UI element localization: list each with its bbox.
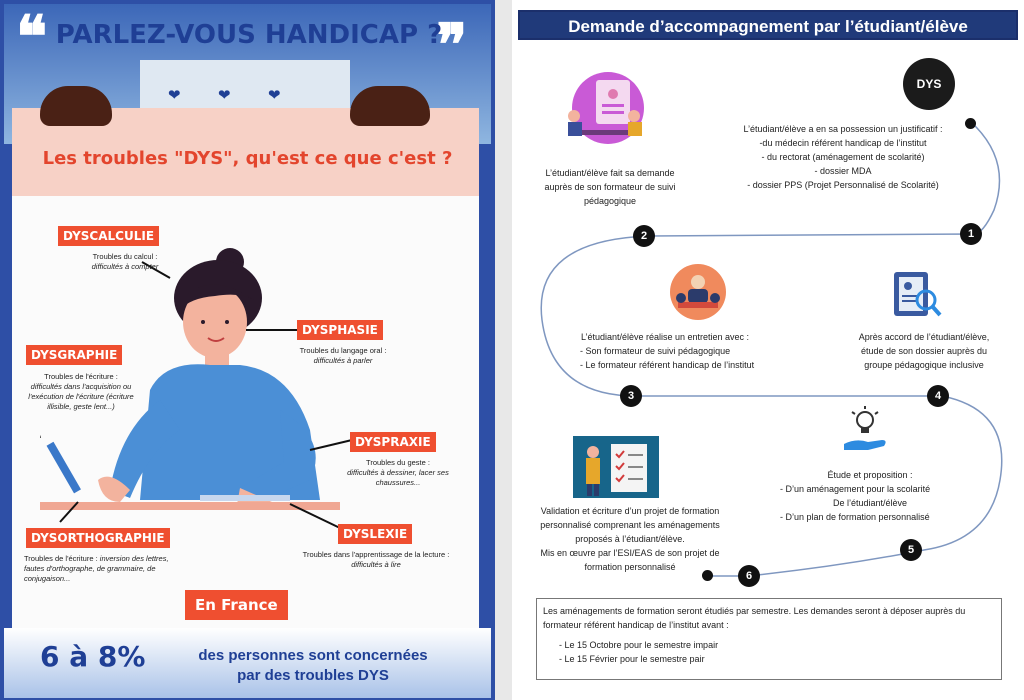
stat-description: des personnes sont concernées par des troubles DYS	[198, 647, 428, 684]
dyscalculie-desc: Troubles du calcul : difficultés à compter	[91, 252, 159, 271]
hand-left-icon	[40, 86, 112, 126]
dysorthographie-label: DYSORTHOGRAPHIE	[26, 528, 170, 548]
dysphasie-desc: Troubles du langage oral : difficultés à parler	[299, 346, 387, 365]
heart-icon: ❤	[218, 87, 231, 104]
heart-icon: ❤	[168, 87, 181, 104]
document-title: Demande d’accompagnement par l’étudiant/élève	[518, 10, 1018, 40]
step-6-text: Validation et écriture d’un projet de formation personnalisé comprenant les aménagements proposés à l’étudiant/élève. Mis en œuvre par l’ESI/EAS de son projet de formation personnalisé	[540, 506, 720, 572]
step-4-text: Après accord de l’étudiant/élève, étude de son dossier auprès du groupe pédagogique inclusive	[858, 332, 990, 370]
step-1-text: L’étudiant/élève a en sa possession un justificatif : -du médecin référent handicap de l’institut - du rectorat (aménagement de scolarité) - dossier MDA - dossier PPS (Projet Personnalisé de Scolarité)	[743, 124, 943, 190]
step-3-marker: 3	[620, 385, 642, 407]
dyscalculie-label: DYSCALCULIE	[58, 226, 159, 246]
dyslexie-desc: Troubles dans l'apprentissage de la lecture : difficultés à lire	[302, 550, 450, 569]
dys-logo-icon: DYS	[903, 58, 955, 110]
open-quote-icon: ❝	[16, 3, 48, 71]
dysgraphie-desc: Troubles de l'écriture : difficultés dans l'acquisition ou l'exécution de l'écriture (écriture illisible, geste lent...)	[28, 372, 134, 411]
region-badge: En France	[185, 590, 288, 620]
dyspraxie-desc: Troubles du geste : difficultés à dessiner, lacer ses chaussures...	[347, 458, 449, 487]
step-5-text: Étude et proposition : - D’un aménagement pour la scolarité De l’étudiant/élève - D’un plan de formation personnalisé	[780, 470, 931, 522]
request-illustration	[560, 68, 650, 152]
idea-hand-icon	[838, 404, 892, 456]
step-1-marker: 1	[960, 223, 982, 245]
flow-end-dot	[702, 570, 713, 581]
dyslexie-label: DYSLEXIE	[338, 524, 412, 544]
step-6-marker: 6	[738, 565, 760, 587]
dysorthographie-desc: Troubles de l'écriture : inversion des lettres, fautes d'orthographe, de grammaire, de conjugaison...	[24, 554, 169, 583]
flow-start-dot	[965, 118, 976, 129]
step-2-marker: 2	[633, 225, 655, 247]
file-search-icon	[890, 268, 944, 320]
percentage-stat: 6 à 8%	[40, 640, 146, 673]
deadline-note: Les aménagements de formation seront étudiés par semestre. Les demandes seront à déposer auprès du formateur référent handicap de l’institut avant : - Le 15 Octobre pour le semestre impair - Le 15 Février pour le semestre pair	[536, 598, 1002, 680]
poster-subtitle: Les troubles "DYS", qu'est ce que c'est ?	[42, 148, 453, 169]
poster-title: PARLEZ-VOUS HANDICAP ?	[55, 20, 443, 50]
validation-illustration	[573, 436, 659, 498]
step-5-marker: 5	[900, 539, 922, 561]
step-2-text: L’étudiant/élève fait sa demande auprès de son formateur de suivi pédagogique	[544, 168, 676, 206]
dysphasie-label: DYSPHASIE	[297, 320, 383, 340]
close-quote-icon: ❞	[436, 11, 468, 79]
step-4-marker: 4	[927, 385, 949, 407]
dysgraphie-label: DYSGRAPHIE	[26, 345, 122, 365]
step-3-text: L’étudiant/élève réalise un entretien avec : - Son formateur de suivi pédagogique - Le formateur référent handicap de l’institut	[580, 332, 755, 370]
heart-icon: ❤	[268, 87, 281, 104]
dyspraxie-label: DYSPRAXIE	[350, 432, 436, 452]
hand-right-icon	[350, 86, 430, 126]
interview-illustration	[668, 262, 728, 322]
